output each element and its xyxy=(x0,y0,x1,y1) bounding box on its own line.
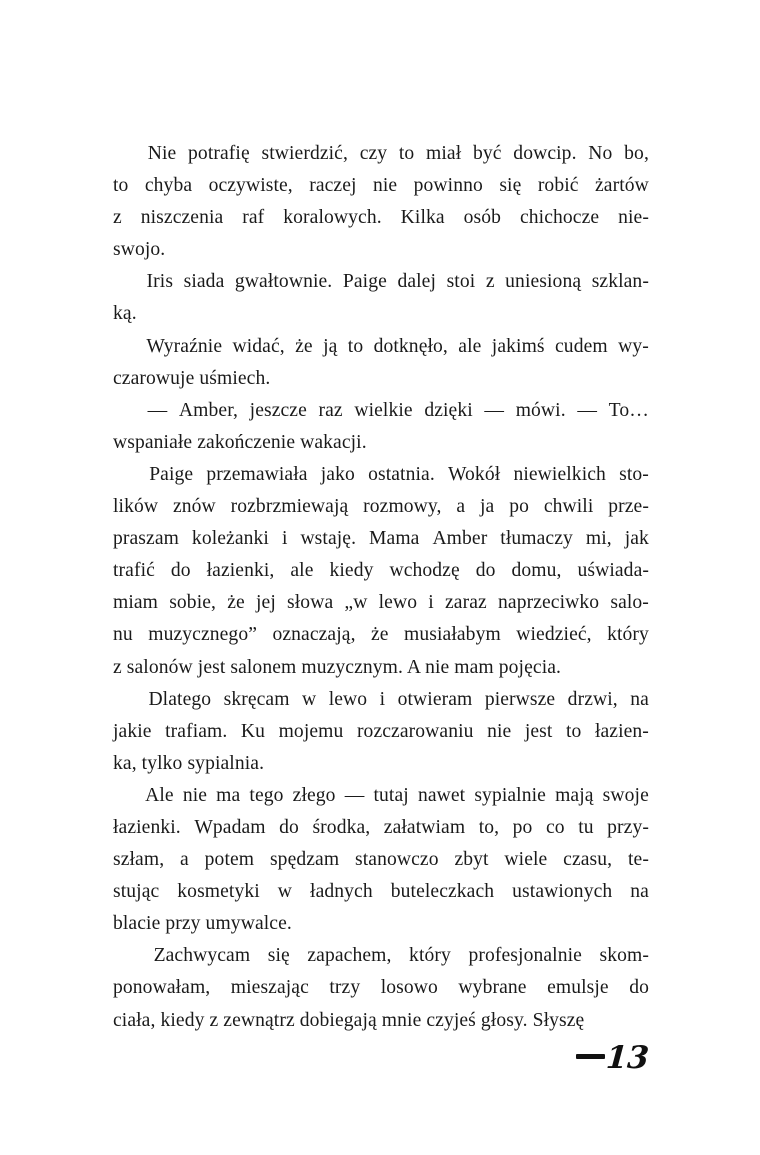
text-line: wspaniałe zakończenie wakacji. xyxy=(113,431,367,453)
paragraph xyxy=(113,331,649,395)
text-line: stując kosmetyki w ładnych buteleczkach ustawionych na xyxy=(113,881,649,903)
text-line: Paige przemawiała jako ostatnia. Wokół niewielkich sto- xyxy=(149,463,649,485)
text-line: czarowuje uśmiech. xyxy=(113,367,271,389)
text-line: Zachwycam się zapachem, który profesjonalnie skom- xyxy=(153,945,649,967)
paragraph xyxy=(113,780,649,940)
text-line: ponowałam, mieszając trzy losowo wybrane emulsje do xyxy=(113,977,649,999)
body-text-block xyxy=(113,138,649,1037)
text-line: praszam koleżanki i wstaję. Mama Amber tłumaczy mi, jak xyxy=(113,528,649,550)
text-line: miam sobie, że jej słowa „w lewo i zaraz naprzeciwko salo- xyxy=(113,592,649,614)
folio-dash-rule xyxy=(576,1054,605,1059)
text-line: blacie przy umywalce. xyxy=(113,913,292,935)
text-line: Nie potrafię stwierdzić, czy to miał być dowcip. No bo, xyxy=(147,143,649,164)
text-line: — Amber, jeszcze raz wielkie dzięki — mówi. — To… xyxy=(147,399,649,421)
text-line: z niszczenia raf koralowych. Kilka osób chichocze nie- xyxy=(113,207,649,229)
paragraph xyxy=(113,395,649,459)
paragraph xyxy=(113,459,649,684)
text-line: Wyraźnie widać, że ją to dotknęło, ale jakimś cudem wy- xyxy=(146,335,649,357)
text-line: szłam, a potem spędzam stanowczo zbyt wiele czasu, te- xyxy=(113,849,649,871)
text-line: trafić do łazienki, ale kiedy wchodzę do domu, uświada- xyxy=(113,560,649,582)
text-line: Dlatego skręcam w lewo i otwieram pierwsze drzwi, na xyxy=(148,688,649,710)
text-line: łazienki. Wpadam do środka, załatwiam to, po co tu przy- xyxy=(113,816,649,838)
text-line: ciała, kiedy z zewnątrz dobiegają mnie czyjeś głosy. Słyszę xyxy=(113,1009,585,1031)
text-line: Ale nie ma tego złego — tutaj nawet sypialnie mają swoje xyxy=(145,784,649,806)
text-line: nu muzycznego” oznaczają, że musiałabym wiedzieć, który xyxy=(113,624,649,646)
paragraph xyxy=(113,940,649,1036)
paragraph xyxy=(113,684,649,780)
folio-number-text: 13 xyxy=(605,1040,651,1076)
text-line: Iris siada gwałtownie. Paige dalej stoi z uniesioną szklan- xyxy=(146,271,649,293)
text-line: ka, tylko sypialnia. xyxy=(113,752,265,774)
text-line: jakie trafiam. Ku mojemu rozczarowaniu nie jest to łazien- xyxy=(113,720,649,742)
paragraph xyxy=(113,138,649,266)
page-number xyxy=(0,1040,651,1076)
text-line: swojo. xyxy=(113,239,166,261)
paragraph xyxy=(113,266,649,330)
text-line: z salonów jest salonem muzycznym. A nie mam pojęcia. xyxy=(113,656,562,678)
text-line: lików znów rozbrzmiewają rozmowy, a ja po chwili prze- xyxy=(113,496,649,518)
text-line: to chyba oczywiste, raczej nie powinno się robić żartów xyxy=(113,175,649,197)
text-line: ką. xyxy=(113,303,137,325)
